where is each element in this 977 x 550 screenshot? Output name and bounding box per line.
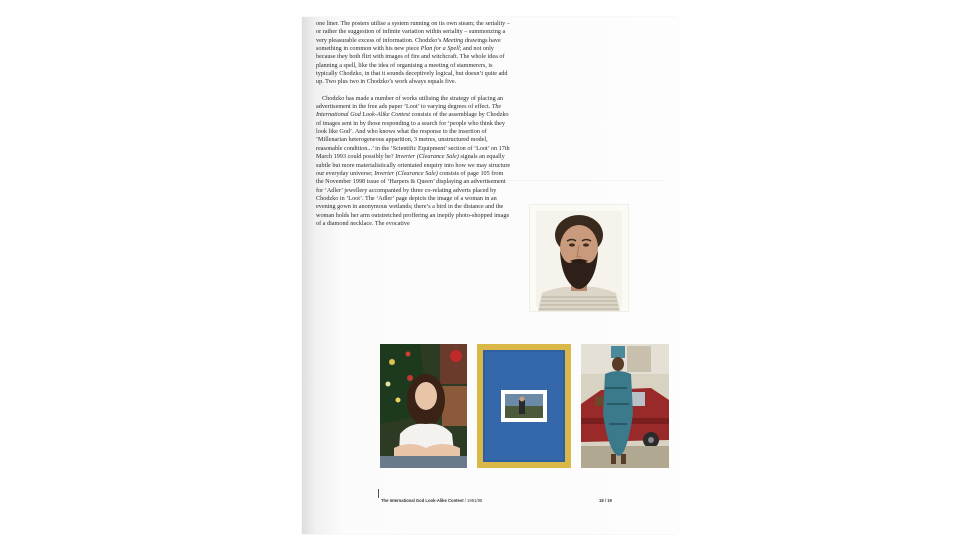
photo-woman-car — [581, 344, 669, 468]
figure-caption — [381, 498, 482, 503]
paragraph-1: one liner. The posters utilise a system running on its own steam; the seriality – or rather the suggestion of infinite variation within seriality – summonzing a very pleasurable excess of information. Chodzko’s Meeting drawings have something in common with his new piece Plan for a Spell; and not only because they both flirt with images of fire and witchcraft. The whole idea of planning a spell, like the idea of organising a meeting of stammerers, is typically Chodzko, in that it sounds deceptively logical, but doesn’t quite add up. Two plus two in Chodzko’s work always equals five. — [316, 20, 510, 86]
caption-title: The International God Look-Alike Contest — [381, 498, 464, 503]
paragraph-2: Chodzko has made a number of works utilising the strategy of placing an advertisement in the free ads paper ‘Loot’ to varying degrees of effect. The International God Look-Alike Contest consists of the assemblage by Chodzko of images sent in by those responding to a search for ‘people who think they look like God’. And who knows what the response to the insertion of ‘Millenarian heterogeneous apparition, 3 metres, unstructured model, reasonable condition...’ in the ‘Scientific Equipment’ section of ‘Loot’ on 17th March 1993 could possibly be? Inverter (Clearance Sale) signals an equally subtle but more materialistically orientated enquiry into how we may structure our everyday universe; Inverter (Clearance Sale) consists of page 105 from the November 1998 issue of ‘Harpers & Queen’ displaying an advertisement for ‘Adler’ jewellery accompanied by three co-relating adverts placed by Chodzko in ‘Loot’. The ‘Adler’ page depicts the image of a woman in an evening gown in anonymous wetlands; there’s a bird in the distance and the woman holds her arm outstretched proffering an ineptly photo-shopped image of a diamond necklace. The evocative — [316, 94, 511, 227]
body-text — [316, 20, 512, 228]
photo-framed-picture — [477, 344, 571, 468]
photo-woman-christmas — [380, 344, 467, 468]
page-number: 18 / 19 — [599, 498, 612, 503]
caption-suffix: / 1991/95 — [463, 498, 483, 503]
caption-rule — [378, 489, 379, 498]
portrait-photo — [530, 205, 628, 311]
